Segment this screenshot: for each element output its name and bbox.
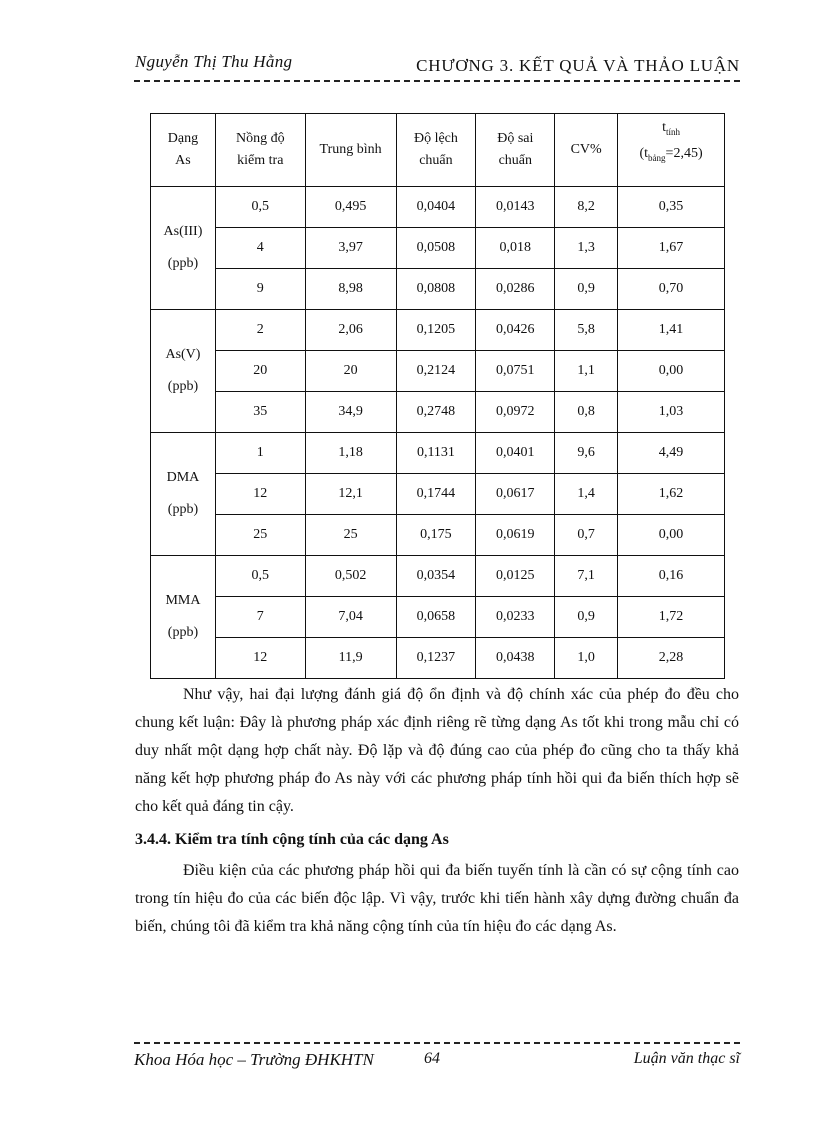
header-mean: Trung bình	[305, 114, 396, 187]
cell-t: 1,72	[618, 597, 725, 638]
cell-cv: 0,9	[555, 269, 618, 310]
cell-cv: 9,6	[555, 433, 618, 474]
cell-mean: 1,18	[305, 433, 396, 474]
cell-conc: 7	[215, 597, 305, 638]
header-form-line1: Dạng	[167, 131, 199, 146]
cell-t: 0,70	[618, 269, 725, 310]
cell-sd: 0,1237	[396, 638, 476, 679]
cell-cv: 8,2	[555, 187, 618, 228]
cell-se: 0,0617	[476, 474, 555, 515]
group-name: As(III)	[163, 224, 203, 239]
cell-conc: 0,5	[215, 556, 305, 597]
group-unit: (ppb)	[167, 379, 199, 394]
header-std-error	[476, 114, 555, 187]
cell-sd: 0,0658	[396, 597, 476, 638]
cell-se: 0,0751	[476, 351, 555, 392]
cell-mean: 34,9	[305, 392, 396, 433]
cell-mean: 25	[305, 515, 396, 556]
cell-conc: 12	[215, 638, 305, 679]
cell-t: 1,41	[618, 310, 725, 351]
cell-conc: 0,5	[215, 187, 305, 228]
cell-cv: 1,4	[555, 474, 618, 515]
header-se-line1: Độ sai	[497, 131, 534, 146]
footer-institution: Khoa Hóa học – Trường ĐHKHTN	[134, 1050, 374, 1069]
header-author: Nguyễn Thị Thu Hằng	[135, 52, 293, 71]
header-conc-line2: kiểm tra	[237, 153, 284, 168]
header-tcrit-open: (t	[639, 146, 649, 161]
paragraph-conclusion: Như vậy, hai đại lượng đánh giá độ ổn định và độ chính xác của phép đo đều cho chung kết luận: Đây là phương pháp xác định riêng rẽ từng dạng As tốt khi trong mẫu chỉ có duy nhất một dạng hợp chất này. Độ lặp và độ đúng cao của phép đo cũng cho ta thấy khả năng kết hợp phương pháp đo As này với các phương pháp tính hồi qui đa biến thích hợp sẽ cho kết quả đáng tin cậy.	[135, 686, 739, 815]
header-t-base: t	[662, 120, 666, 136]
cell-conc: 9	[215, 269, 305, 310]
table-row	[151, 269, 725, 310]
cell-mean: 0,502	[305, 556, 396, 597]
footer-page-number: 64	[424, 1050, 440, 1067]
cell-mean: 2,06	[305, 310, 396, 351]
cell-sd: 0,2748	[396, 392, 476, 433]
group-cell	[151, 556, 216, 679]
cell-cv: 5,8	[555, 310, 618, 351]
results-table	[150, 113, 725, 679]
cell-t: 4,49	[618, 433, 725, 474]
header-std-dev	[396, 114, 476, 187]
header-se-line2: chuẩn	[498, 153, 532, 168]
cell-mean: 0,495	[305, 187, 396, 228]
cell-sd: 0,175	[396, 515, 476, 556]
cell-mean: 8,98	[305, 269, 396, 310]
cell-conc: 35	[215, 392, 305, 433]
cell-mean: 11,9	[305, 638, 396, 679]
cell-se: 0,0972	[476, 392, 555, 433]
group-name: As(V)	[165, 347, 201, 362]
cell-cv: 1,1	[555, 351, 618, 392]
paragraph-additivity: Điều kiện của các phương pháp hồi qui đa biến tuyến tính là cần có sự cộng tính cao trong tín hiệu đo của các biến độc lập. Vì vậy, trước khi tiến hành xây dựng đường chuẩn đa biến, chúng tôi đã kiểm tra khả năng cộng tính của tín hiệu đo các dạng As.	[135, 862, 739, 935]
cell-sd: 0,0354	[396, 556, 476, 597]
cell-mean: 7,04	[305, 597, 396, 638]
cell-conc: 12	[215, 474, 305, 515]
cell-mean: 12,1	[305, 474, 396, 515]
cell-conc: 1	[215, 433, 305, 474]
table-row	[151, 597, 725, 638]
group-unit: (ppb)	[167, 256, 199, 271]
table-row	[151, 556, 725, 597]
cell-t: 1,03	[618, 392, 725, 433]
cell-t: 0,16	[618, 556, 725, 597]
header-form-line2: As	[175, 153, 191, 168]
cell-sd: 0,1744	[396, 474, 476, 515]
cell-mean: 3,97	[305, 228, 396, 269]
group-unit: (ppb)	[167, 625, 199, 640]
header-t-line2	[618, 143, 724, 169]
header-concentration	[215, 114, 305, 187]
cell-conc: 20	[215, 351, 305, 392]
header-sd-line1: Độ lệch	[413, 131, 458, 146]
cell-sd: 0,0508	[396, 228, 476, 269]
header-tcrit-value: =2,45)	[665, 146, 703, 161]
cell-cv: 0,9	[555, 597, 618, 638]
cell-se: 0,0438	[476, 638, 555, 679]
table-header-row	[151, 114, 725, 187]
cell-conc: 4	[215, 228, 305, 269]
table-row	[151, 351, 725, 392]
table-row	[151, 310, 725, 351]
cell-se: 0,0233	[476, 597, 555, 638]
section-heading: 3.4.4. Kiểm tra tính cộng tính của các dạng As	[135, 831, 449, 848]
group-name: DMA	[166, 470, 200, 485]
cell-conc: 25	[215, 515, 305, 556]
table-body	[151, 187, 725, 679]
header-tcrit-sub: bảng	[648, 152, 666, 163]
table-row	[151, 228, 725, 269]
cell-cv: 7,1	[555, 556, 618, 597]
cell-se: 0,0401	[476, 433, 555, 474]
cell-se: 0,0286	[476, 269, 555, 310]
group-cell	[151, 433, 216, 556]
table-row	[151, 433, 725, 474]
cell-t: 1,62	[618, 474, 725, 515]
header-form	[151, 114, 216, 187]
header-cv: CV%	[555, 114, 618, 187]
cell-se: 0,0619	[476, 515, 555, 556]
cell-t: 2,28	[618, 638, 725, 679]
group-cell	[151, 187, 216, 310]
header-conc-line1: Nồng độ	[235, 131, 285, 146]
footer-thesis: Luận văn thạc sĩ	[633, 1050, 740, 1067]
header-rule	[134, 80, 740, 82]
table-row	[151, 392, 725, 433]
cell-cv: 0,8	[555, 392, 618, 433]
cell-se: 0,0143	[476, 187, 555, 228]
cell-mean: 20	[305, 351, 396, 392]
table-row	[151, 515, 725, 556]
header-t-line1	[618, 117, 724, 143]
cell-sd: 0,0404	[396, 187, 476, 228]
cell-sd: 0,0808	[396, 269, 476, 310]
table-row	[151, 638, 725, 679]
cell-sd: 0,1131	[396, 433, 476, 474]
cell-conc: 2	[215, 310, 305, 351]
cell-cv: 1,3	[555, 228, 618, 269]
group-unit: (ppb)	[167, 502, 199, 517]
cell-se: 0,018	[476, 228, 555, 269]
cell-se: 0,0426	[476, 310, 555, 351]
table-row	[151, 187, 725, 228]
cell-t: 1,67	[618, 228, 725, 269]
header-t-sub: tính	[665, 127, 680, 137]
header-chapter: CHƯƠNG 3. KẾT QUẢ VÀ THẢO LUẬN	[416, 56, 740, 75]
cell-sd: 0,1205	[396, 310, 476, 351]
group-cell	[151, 310, 216, 433]
footer-rule	[134, 1042, 740, 1044]
cell-t: 0,00	[618, 351, 725, 392]
cell-cv: 0,7	[555, 515, 618, 556]
table-row	[151, 474, 725, 515]
cell-t: 0,00	[618, 515, 725, 556]
header-sd-line2: chuẩn	[419, 153, 453, 168]
cell-cv: 1,0	[555, 638, 618, 679]
cell-sd: 0,2124	[396, 351, 476, 392]
header-t-value	[618, 114, 725, 187]
group-name: MMA	[165, 593, 201, 608]
cell-se: 0,0125	[476, 556, 555, 597]
cell-t: 0,35	[618, 187, 725, 228]
